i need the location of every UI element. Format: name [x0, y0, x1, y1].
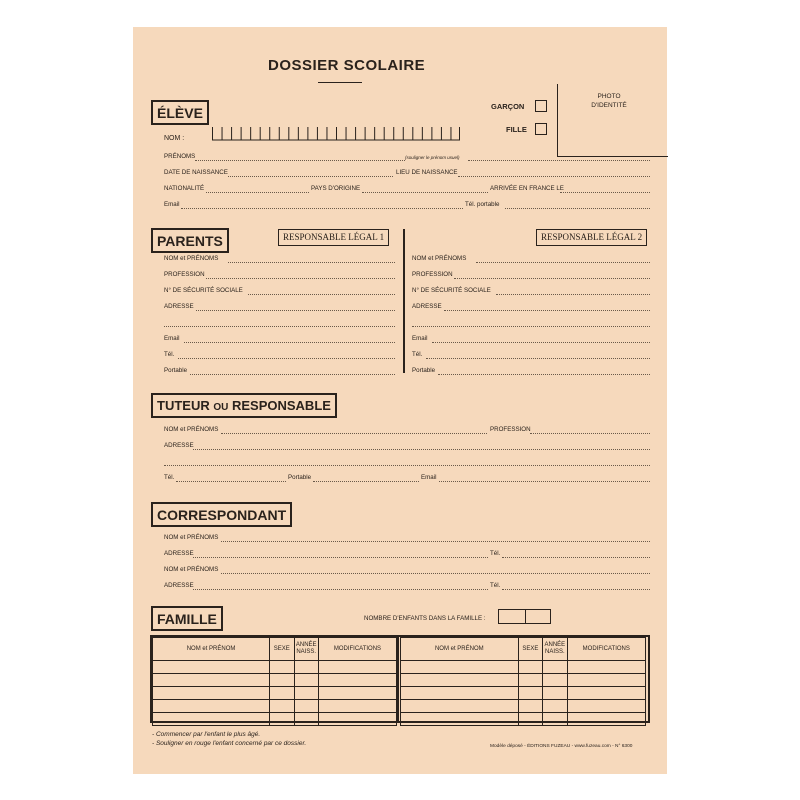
famille-left-annee-header: ANNÉE NAISS. — [294, 638, 318, 661]
famille-left-cell[interactable] — [294, 700, 318, 713]
famille-right-cell[interactable] — [543, 674, 568, 687]
date-naissance-field[interactable] — [228, 176, 393, 177]
famille-right-cell[interactable] — [543, 661, 568, 674]
table-row — [401, 713, 646, 726]
corr-nom-field-0[interactable] — [221, 541, 650, 542]
eleve-email-label: Email — [164, 201, 180, 208]
famille-right-cell[interactable] — [401, 674, 519, 687]
table-row — [153, 674, 397, 687]
section-famille: FAMILLE — [151, 606, 223, 631]
corr-adresse-field-1[interactable] — [193, 557, 488, 558]
tel-portable-field[interactable] — [505, 208, 650, 209]
tuteur-tel-label: Tél. — [164, 474, 175, 481]
famille-right-cell[interactable] — [518, 700, 543, 713]
famille-right-cell[interactable] — [543, 713, 568, 726]
famille-header-row — [153, 638, 397, 661]
title-underline — [318, 82, 362, 83]
tuteur-adresse-label: ADRESSE — [164, 442, 194, 449]
famille-right-annee-header: ANNÉE NAISS. — [543, 638, 568, 661]
eleve-email-field[interactable] — [181, 208, 463, 209]
famille-table-right — [400, 637, 646, 726]
famille-right-cell[interactable] — [567, 674, 645, 687]
ou-word: OU — [213, 402, 229, 413]
table-row — [153, 661, 397, 674]
table-row — [153, 700, 397, 713]
parent-right-secu-label: N° DE SÉCURITÉ SOCIALE — [412, 287, 491, 294]
famille-left-cell[interactable] — [270, 687, 294, 700]
section-correspondant: CORRESPONDANT — [151, 502, 292, 527]
tuteur-portable-field[interactable] — [313, 481, 419, 482]
tuteur-nom-label: NOM et PRÉNOMS — [164, 426, 219, 433]
arrivee-label: ARRIVÉE EN FRANCE LE — [490, 185, 564, 192]
tuteur-tel-field[interactable] — [176, 481, 286, 482]
parent-right-email-label: Email — [412, 335, 428, 342]
parent-right-adresse-label: ADRESSE — [412, 303, 442, 310]
corr-nom_prenoms-label-2: NOM et PRÉNOMS — [164, 566, 219, 573]
note-line-2: - Souligner en rouge l'enfant concerné par ce dossier. — [152, 740, 307, 747]
tuteur-word: TUTEUR — [157, 398, 210, 413]
nb-enfants-label: NOMBRE D'ENFANTS DANS LA FAMILLE : — [364, 615, 486, 622]
corr-tel-field-3[interactable] — [502, 589, 650, 590]
pays-origine-label: PAYS D'ORIGINE — [311, 185, 361, 192]
prenoms-field-2[interactable] — [468, 160, 650, 161]
famille-left-cell[interactable] — [318, 674, 396, 687]
famille-table-left — [152, 637, 397, 726]
parent-left-email-label: Email — [164, 335, 180, 342]
parent-right-tel-field[interactable] — [426, 358, 650, 359]
parent-left-tel-label: Tél. — [164, 351, 175, 358]
tuteur-email-field[interactable] — [439, 481, 650, 482]
tuteur-email-label: Email — [421, 474, 437, 481]
famille-right-cell[interactable] — [518, 674, 543, 687]
famille-right-cell[interactable] — [518, 713, 543, 726]
corr-tel-label-3: Tél. — [490, 582, 501, 589]
table-row — [401, 674, 646, 687]
tuteur-profession-label: PROFESSION — [490, 426, 531, 433]
famille-left-cell[interactable] — [294, 713, 318, 726]
prenoms-hint: (souligner le prénom usuel) — [405, 155, 460, 160]
famille-left-cell[interactable] — [270, 713, 294, 726]
parent-left-adresse-2-field[interactable] — [164, 326, 395, 327]
corr-adresse-field-3[interactable] — [193, 589, 488, 590]
prenoms-field[interactable] — [195, 160, 405, 161]
parent-right-portable-field[interactable] — [438, 374, 650, 375]
table-row — [401, 700, 646, 713]
parent-right-nom_prenoms-label: NOM et PRÉNOMS — [412, 255, 467, 262]
famille-left-cell[interactable] — [153, 661, 270, 674]
famille-right-cell[interactable] — [543, 687, 568, 700]
responsable-legal-2: RESPONSABLE LÉGAL 2 — [536, 229, 647, 246]
famille-left-cell[interactable] — [294, 674, 318, 687]
fille-checkbox[interactable] — [535, 123, 547, 135]
parents-divider — [403, 229, 405, 373]
famille-left-cell[interactable] — [153, 700, 270, 713]
lieu-naissance-label: LIEU DE NAISSANCE — [396, 169, 458, 176]
garcon-checkbox[interactable] — [535, 100, 547, 112]
famille-left-cell[interactable] — [318, 700, 396, 713]
famille-right-cell[interactable] — [401, 700, 519, 713]
section-eleve: ÉLÈVE — [151, 100, 209, 125]
parent-right-profession-field[interactable] — [454, 278, 650, 279]
parent-right-nom_prenoms-field[interactable] — [476, 262, 650, 263]
parent-left-secu-field[interactable] — [248, 294, 395, 295]
famille-right-nom-header: NOM et PRÉNOM — [401, 638, 519, 661]
famille-left-cell[interactable] — [318, 687, 396, 700]
parent-right-adresse-2-field[interactable] — [412, 326, 650, 327]
famille-left-cell[interactable] — [318, 713, 396, 726]
corr-adresse-label-3: ADRESSE — [164, 582, 194, 589]
famille-right-cell[interactable] — [567, 661, 645, 674]
famille-left-cell[interactable] — [318, 661, 396, 674]
famille-left-cell[interactable] — [153, 674, 270, 687]
parent-left-secu-label: N° DE SÉCURITÉ SOCIALE — [164, 287, 243, 294]
parent-right-email-field[interactable] — [432, 342, 650, 343]
nom-boxes-grid — [212, 125, 460, 141]
parent-right-tel-label: Tél. — [412, 351, 423, 358]
corr-nom-field-2[interactable] — [221, 573, 650, 574]
famille-left-cell[interactable] — [294, 661, 318, 674]
parent-right-adresse-field[interactable] — [444, 310, 650, 311]
parent-left-profession-label: PROFESSION — [164, 271, 205, 278]
parent-right-portable-label: Portable — [412, 367, 436, 374]
famille-right-sexe-header: SEXE — [518, 638, 543, 661]
parent-left-portable-field[interactable] — [190, 374, 395, 375]
nom-label: NOM : — [164, 135, 185, 142]
famille-right-cell[interactable] — [401, 713, 519, 726]
famille-left-cell[interactable] — [153, 713, 270, 726]
tuteur-portable-label: Portable — [288, 474, 312, 481]
photo-label: PHOTO D'IDENTITÉ — [591, 93, 627, 109]
parent-left-adresse-field[interactable] — [196, 310, 395, 311]
nom-letter-boxes[interactable] — [212, 125, 460, 141]
pays-origine-field[interactable] — [362, 192, 488, 193]
table-row — [401, 661, 646, 674]
corr-nom_prenoms-label-0: NOM et PRÉNOMS — [164, 534, 219, 541]
note-line-1: - Commencer par l'enfant le plus âgé. — [152, 731, 261, 738]
famille-right-cell[interactable] — [401, 687, 519, 700]
parent-left-nom_prenoms-label: NOM et PRÉNOMS — [164, 255, 219, 262]
famille-right-modif-header: MODIFICATIONS — [567, 638, 645, 661]
famille-left-nom-header: NOM et PRÉNOM — [153, 638, 270, 661]
page-title: DOSSIER SCOLAIRE — [268, 57, 426, 74]
lieu-naissance-field[interactable] — [458, 176, 650, 177]
footer-credit: Modèle déposé - ÉDITIONS FUZEAU - www.fuzeau.com - N° 6300 — [490, 744, 633, 749]
corr-tel-field-1[interactable] — [502, 557, 650, 558]
parent-left-email-field[interactable] — [184, 342, 395, 343]
responsable-legal-1: RESPONSABLE LÉGAL 1 — [278, 229, 389, 246]
parent-right-secu-field[interactable] — [496, 294, 650, 295]
nationalite-label: NATIONALITÉ — [164, 185, 205, 192]
famille-right-cell[interactable] — [401, 661, 519, 674]
arrivee-field[interactable] — [560, 192, 650, 193]
famille-right-cell[interactable] — [567, 700, 645, 713]
nationalite-field[interactable] — [206, 192, 309, 193]
famille-right-cell[interactable] — [567, 687, 645, 700]
famille-right-cell[interactable] — [518, 661, 543, 674]
corr-tel-label-1: Tél. — [490, 550, 501, 557]
famille-header-row — [401, 638, 646, 661]
famille-left-cell[interactable] — [270, 674, 294, 687]
famille-right-cell[interactable] — [543, 700, 568, 713]
famille-right-cell[interactable] — [518, 687, 543, 700]
famille-left-sexe-header: SEXE — [270, 638, 294, 661]
section-tuteur — [151, 393, 337, 418]
date-naissance-label: DATE DE NAISSANCE — [164, 169, 228, 176]
parent-left-tel-field[interactable] — [178, 358, 395, 359]
prenoms-label: PRÉNOMS — [164, 153, 196, 160]
parent-right-profession-label: PROFESSION — [412, 271, 453, 278]
responsable-word: RESPONSABLE — [231, 398, 331, 413]
famille-right-cell[interactable] — [567, 713, 645, 726]
tuteur-adresse-field[interactable] — [193, 449, 650, 450]
tuteur-adresse-field-2[interactable] — [164, 465, 650, 466]
nb-enfants-box-divider — [525, 610, 526, 624]
famille-left-cell[interactable] — [294, 687, 318, 700]
garcon-label: GARÇON — [491, 102, 525, 111]
famille-center-divider — [397, 635, 399, 721]
famille-left-cell[interactable] — [153, 687, 270, 700]
tuteur-profession-field[interactable] — [530, 433, 650, 434]
table-row — [153, 687, 397, 700]
fille-label: FILLE — [506, 125, 527, 134]
famille-left-cell[interactable] — [270, 700, 294, 713]
famille-left-modif-header: MODIFICATIONS — [318, 638, 396, 661]
section-parents: PARENTS — [151, 228, 229, 253]
parent-left-nom_prenoms-field[interactable] — [228, 262, 395, 263]
parent-left-profession-field[interactable] — [206, 278, 395, 279]
table-row — [153, 713, 397, 726]
tuteur-nom-field[interactable] — [221, 433, 487, 434]
corr-adresse-label-1: ADRESSE — [164, 550, 194, 557]
parent-left-adresse-label: ADRESSE — [164, 303, 194, 310]
famille-left-cell[interactable] — [270, 661, 294, 674]
tel-portable-label: Tél. portable — [465, 201, 500, 208]
table-row — [401, 687, 646, 700]
parent-left-portable-label: Portable — [164, 367, 188, 374]
